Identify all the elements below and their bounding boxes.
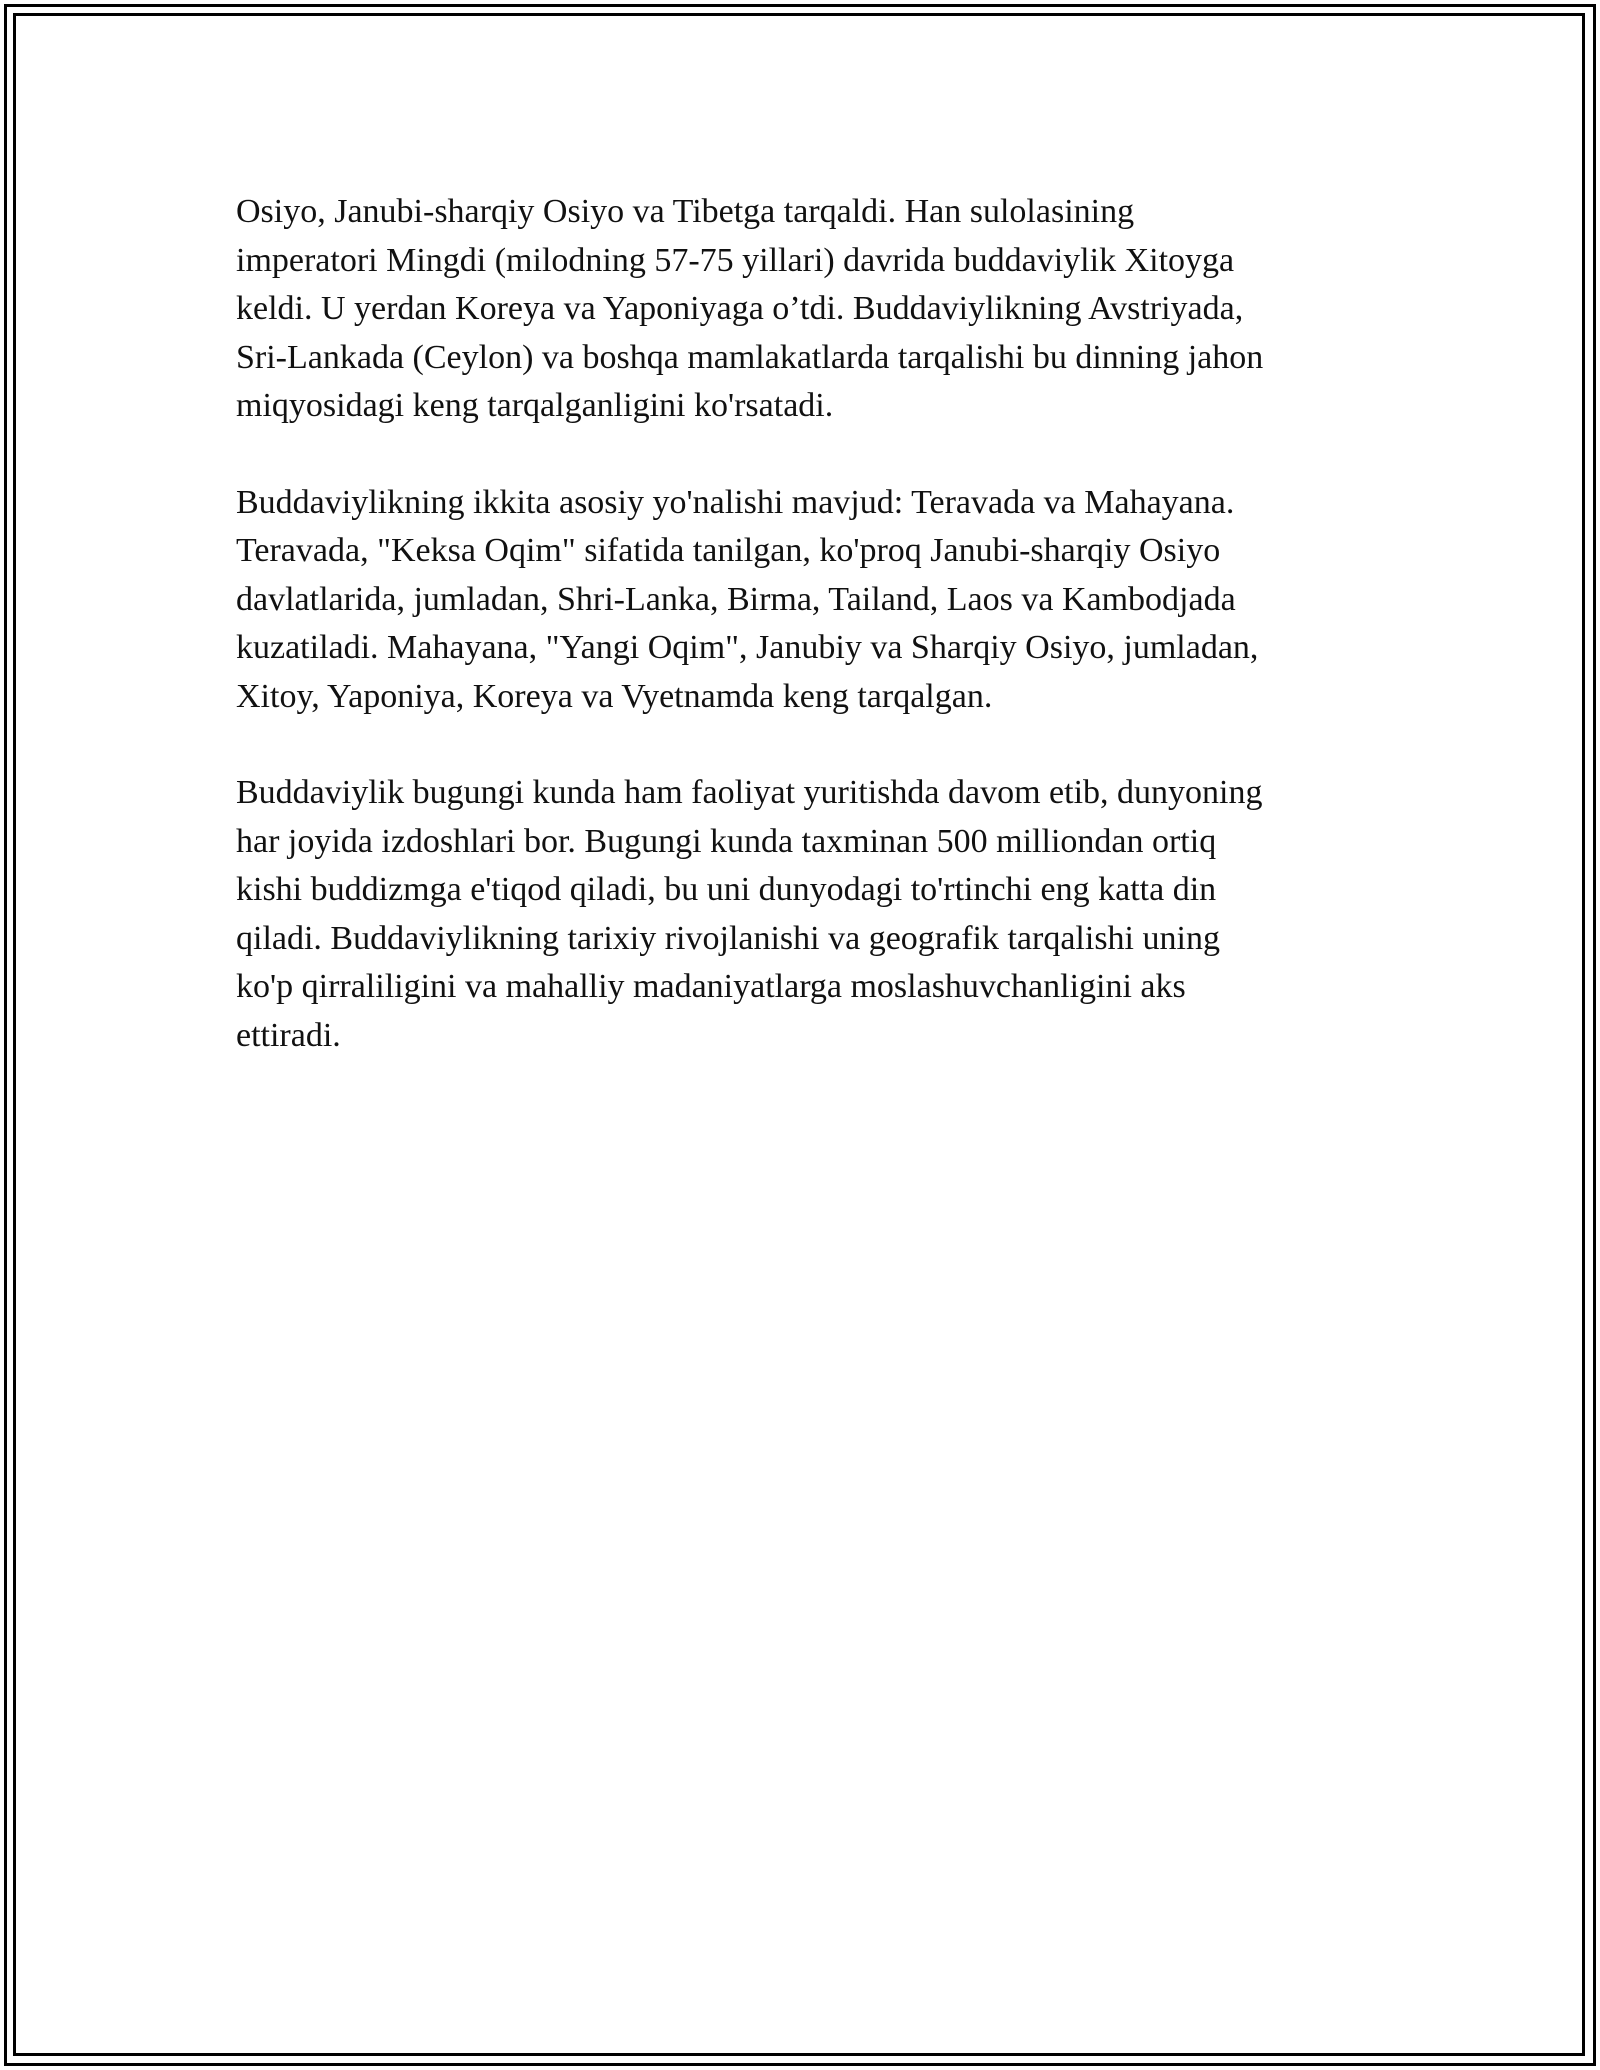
paragraph-2: Buddaviylikning ikkita asosiy yo'nalishi mavjud: Teravada va Mahayana. Teravada, "Keksa Oqim" sifatida tanilgan, ko'proq Janubi-sharqiy Osiyo davlatlarida, jumladan, Shri-Lanka, Birma, Tailand, Laos va Kambodjada kuzatiladi. Mahayana, "Yangi Oqim", Janubiy va Sharqiy Osiyo, jumladan, Xitoy, Yaponiya, Koreya va Vyetnamda keng tarqalgan. xyxy=(236,483,1259,715)
paragraph-3: Buddaviylik bugungi kunda ham faoliyat yuritishda davom etib, dunyoning har joyida izdoshlari bor. Bugungi kunda taxminan 500 milliondan ortiq kishi buddizmga e'tiqod qiladi, bu uni dunyodagi to'rtinchi eng katta din qiladi. Buddaviylikning tarixiy rivojlanishi va geografik tarqalishi uning ko'p qirraliligini va mahalliy madaniyatlarga moslashuvchanligini aks ettiradi. xyxy=(236,774,1263,1054)
paragraph-1: Osiyo, Janubi-sharqiy Osiyo va Tibetga tarqaldi. Han sulolasining imperatori Mingdi (milodning 57-75 yillari) davrida buddaviylik Xitoyga keldi. U yerdan Koreya va Yaponiyaga o’tdi. Buddaviylikning Avstriyada, Sri-Lankada (Ceylon) va boshqa mamlakatlarda tarqalishi bu dinning jahon miqyosidagi keng tarqalganligini ko'rsatadi. xyxy=(236,193,1264,424)
document-body xyxy=(236,188,1366,1108)
